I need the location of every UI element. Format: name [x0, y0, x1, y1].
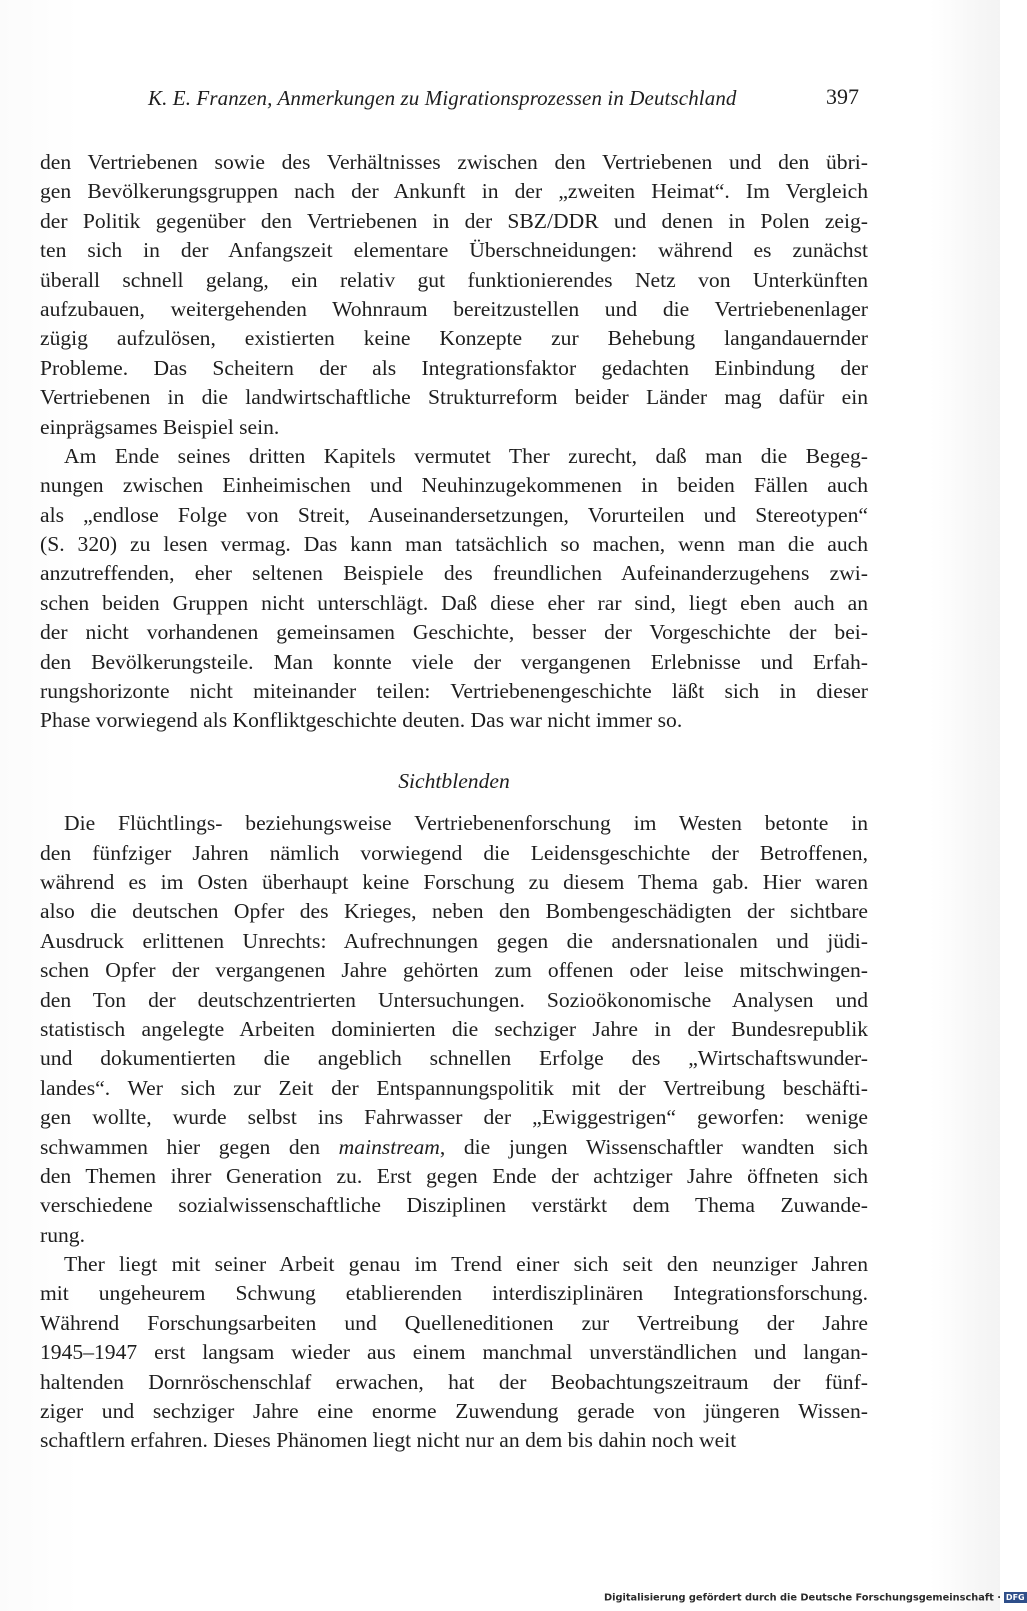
- text-line: zügig aufzulösen, existierten keine Konzepte zur Behebung langandauernder: [40, 326, 868, 351]
- dfg-logo: DFG: [1005, 1593, 1025, 1602]
- text-line: Probleme. Das Scheitern der als Integrationsfaktor gedachten Einbindung der: [40, 355, 868, 380]
- text-line: Die Flüchtlings- beziehungsweise Vertriebenenforschung im Westen betonte in: [64, 811, 868, 836]
- text-line: den Themen ihrer Generation zu. Erst gegen Ende der achtziger Jahre öffneten sich: [40, 1163, 868, 1188]
- text-line: Am Ende seines dritten Kapitels vermutet Ther zurecht, daß man die Begeg-: [64, 443, 868, 468]
- text-line: landes“. Wer sich zur Zeit der Entspannungspolitik mit der Vertreibung beschäfti-: [40, 1075, 868, 1100]
- text-line: einprägsames Beispiel sein.: [40, 414, 280, 439]
- text-line: Ausdruck erlittenen Unrechts: Aufrechnungen gegen die andersnationalen und jüdi-: [40, 928, 868, 953]
- text-line: schen Opfer der vergangenen Jahre gehörten zum offenen oder leise mitschwingen-: [40, 958, 868, 983]
- text-line: gen Bevölkerungsgruppen nach der Ankunft in der „zweiten Heimat“. Im Vergleich: [40, 179, 868, 204]
- section-heading: Sichtblenden: [398, 768, 510, 793]
- text-line: gen wollte, wurde selbst ins Fahrwasser der „Ewiggestrigen“ geworfen: wenige: [40, 1105, 868, 1130]
- text-line: 1945–1947 erst langsam wieder aus einem manchmal unverständlichen und langan-: [40, 1340, 868, 1365]
- text-line: der Politik gegenüber den Vertriebenen in der SBZ/DDR und denen in Polen zeig-: [40, 208, 868, 233]
- text-line: und dokumentierten die angeblich schnellen Erfolge des „Wirtschaftswunder-: [40, 1046, 868, 1071]
- text-line: verschiedene sozialwissenschaftliche Disziplinen verstärkt dem Thema Zuwande-: [40, 1193, 868, 1218]
- text-line: als „endlose Folge von Streit, Auseinandersetzungen, Vorurteilen und Stereotypen“: [40, 502, 868, 527]
- text-line: den Bevölkerungsteile. Man konnte viele der vergangenen Erlebnisse und Erfah-: [40, 649, 868, 674]
- text-line: Ther liegt mit seiner Arbeit genau im Trend einer sich seit den neunziger Jahren: [64, 1252, 868, 1277]
- text-line: anzutreffenden, eher seltenen Beispiele des freundlichen Aufeinanderzugehens zwi-: [40, 561, 868, 586]
- running-title: K. E. Franzen, Anmerkungen zu Migrationsprozessen in Deutschland: [148, 86, 737, 110]
- page-number: 397: [826, 84, 859, 109]
- text-line: rungshorizonte nicht miteinander teilen: Vertriebenengeschichte läßt sich in dieser: [40, 679, 868, 704]
- digitization-credit: [604, 1592, 1025, 1604]
- text-line: aufzubauen, weitergehenden Wohnraum bereitzustellen und die Vertriebenenlager: [40, 296, 868, 321]
- text-block-section: [40, 809, 868, 1456]
- body-text: [40, 148, 868, 1456]
- text-line: schen beiden Gruppen nicht unterschlägt. Daß diese eher rar sind, liegt eben auch an: [40, 590, 868, 615]
- text-line: Phase vorwiegend als Konfliktgeschichte deuten. Das war nicht immer so.: [40, 708, 683, 733]
- text-line: rung.: [40, 1222, 85, 1247]
- emphasis: mainstream: [338, 1134, 440, 1159]
- text-line: schaftlern erfahren. Dieses Phänomen liegt nicht nur an dem bis dahin noch weit: [40, 1428, 737, 1453]
- paragraph: [40, 442, 868, 736]
- text-line: nungen zwischen Einheimischen und Neuhinzugekommenen in beiden Fällen auch: [40, 473, 868, 498]
- text-line: der nicht vorhandenen gemeinsamen Geschichte, besser der Vorgeschichte der bei-: [40, 620, 868, 645]
- text-line: Vertriebenen in die landwirtschaftliche Strukturreform beider Länder mag dafür ein: [40, 385, 868, 410]
- text-line: (S. 320) zu lesen vermag. Das kann man tatsächlich so machen, wenn man die auch: [40, 532, 868, 557]
- text-line: den Ton der deutschzentrierten Untersuchungen. Sozioökonomische Analysen und: [40, 987, 868, 1012]
- text-line: also die deutschen Opfer des Krieges, neben den Bombengeschädigten der sichtbare: [40, 899, 868, 924]
- text-line: den fünfziger Jahren nämlich vorwiegend die Leidensgeschichte der Betroffenen,: [40, 840, 868, 865]
- paragraph: [40, 1250, 868, 1456]
- text-line: statistisch angelegte Arbeiten dominierten die sechziger Jahre in der Bundesrepublik: [40, 1016, 868, 1041]
- paragraph: [40, 809, 868, 1250]
- text-line: Während Forschungsarbeiten und Quelleneditionen zur Vertreibung der Jahre: [40, 1310, 868, 1335]
- text-line: schwammen hier gegen den mainstream, die jungen Wissenschaftler wandten sich: [40, 1134, 868, 1159]
- text-line: ziger und sechziger Jahre eine enorme Zuwendung gerade von jüngeren Wissen-: [40, 1399, 868, 1424]
- text-line: ten sich in der Anfangszeit elementare Überschneidungen: während es zunächst: [40, 238, 868, 263]
- text-line: während es im Osten überhaupt keine Forschung zu diesem Thema gab. Hier waren: [40, 869, 868, 894]
- text-line: haltenden Dornröschenschlaf erwachen, hat der Beobachtungszeitraum der fünf-: [40, 1369, 868, 1394]
- text-line: mit ungeheurem Schwung etablierenden interdisziplinären Integrationsforschung.: [40, 1281, 868, 1306]
- text-block-intro: [40, 148, 868, 736]
- credit-text: Digitalisierung gefördert durch die Deutsche Forschungsgemeinschaft ·: [604, 1592, 1001, 1604]
- paragraph: [40, 148, 868, 442]
- text-line: überall schnell gelang, ein relativ gut funktionierendes Netz von Unterkünften: [40, 267, 868, 292]
- text-line: den Vertriebenen sowie des Verhältnisses zwischen den Vertriebenen und den übri-: [40, 150, 868, 174]
